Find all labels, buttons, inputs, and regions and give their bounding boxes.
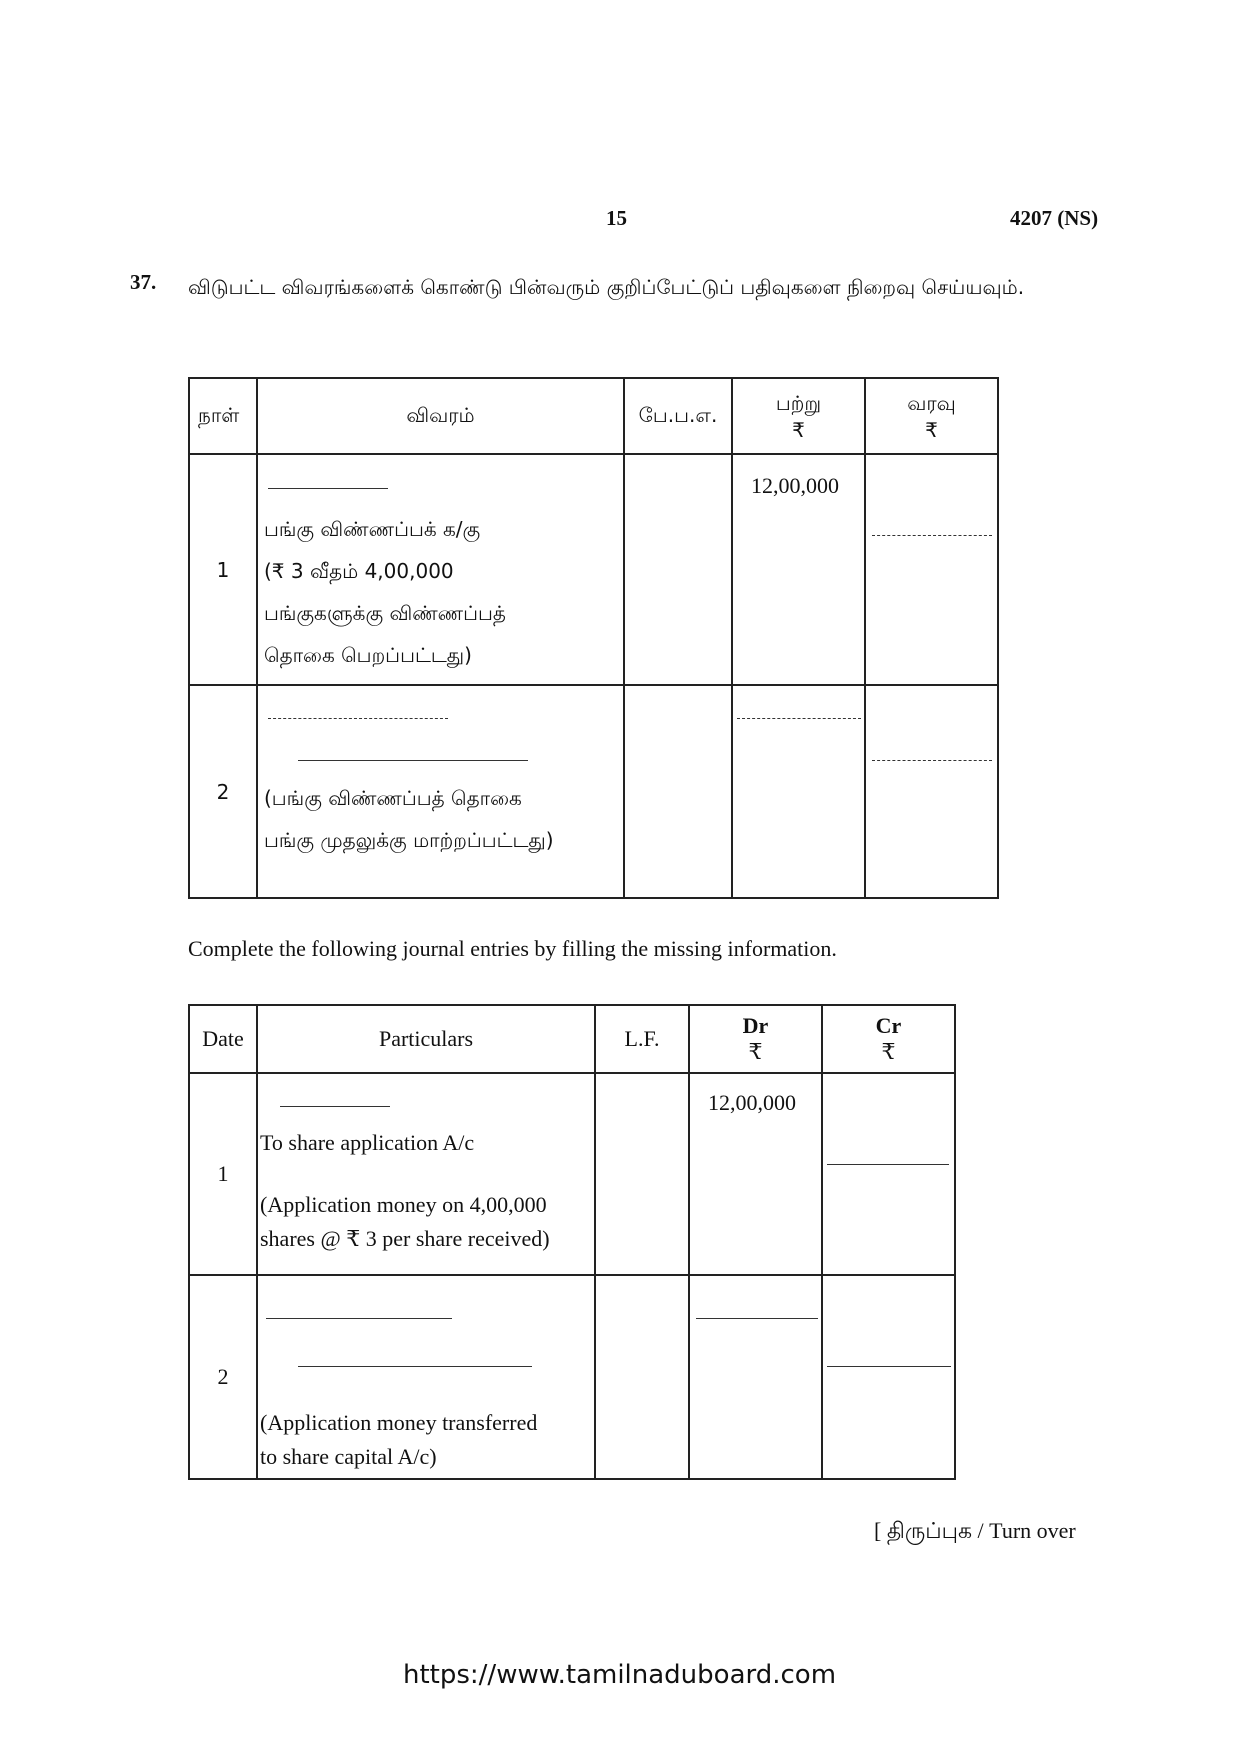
blank-line bbox=[737, 718, 861, 719]
debit-amount: 12,00,000 bbox=[751, 473, 839, 498]
header-debit bbox=[689, 1005, 822, 1073]
row-lf bbox=[624, 685, 732, 898]
header-credit-label: வரவு bbox=[907, 390, 956, 415]
row-lf bbox=[595, 1275, 689, 1479]
row-credit bbox=[822, 1073, 955, 1275]
question-text-english: Complete the following journal entries by filling the missing information. bbox=[188, 936, 837, 961]
rupee-symbol: ₹ bbox=[925, 417, 938, 442]
blank-line bbox=[268, 718, 448, 719]
row-debit bbox=[732, 685, 865, 898]
table-header-row bbox=[189, 378, 998, 454]
question-text-tamil: விடுபட்ட விவரங்களைக் கொண்டு பின்வரும் குறிப்பேட்டுப் பதிவுகளை நிறைவு செய்யவும். bbox=[188, 275, 1025, 299]
journal-table-english bbox=[188, 1004, 956, 1480]
particulars-line: தொகை பெறப்பட்டது) bbox=[264, 643, 472, 667]
row-particulars bbox=[257, 685, 624, 898]
header-credit bbox=[822, 1005, 955, 1073]
table-row bbox=[189, 454, 998, 685]
row-lf bbox=[624, 454, 732, 685]
blank-line bbox=[872, 760, 992, 761]
row-particulars bbox=[257, 1275, 595, 1479]
table-row bbox=[189, 1275, 955, 1479]
particulars-line: (₹ 3 வீதம் 4,00,000 bbox=[264, 559, 454, 583]
header-date: நாள் bbox=[189, 378, 257, 454]
header-lf: L.F. bbox=[595, 1005, 689, 1073]
paper-code: 4207 (NS) bbox=[1010, 206, 1099, 230]
header-debit-label: பற்று bbox=[775, 390, 822, 415]
row-credit bbox=[865, 685, 998, 898]
particulars-line: (Application money transferred bbox=[260, 1410, 538, 1435]
row-debit bbox=[689, 1275, 822, 1479]
journal-table-tamil bbox=[188, 377, 999, 899]
row-lf bbox=[595, 1073, 689, 1275]
rupee-symbol: ₹ bbox=[881, 1039, 896, 1064]
header-particulars: Particulars bbox=[257, 1005, 595, 1073]
blank-line bbox=[280, 1106, 390, 1107]
blank-line bbox=[827, 1164, 949, 1165]
header-debit bbox=[732, 378, 865, 454]
header-credit bbox=[865, 378, 998, 454]
blank-line bbox=[696, 1318, 818, 1319]
debit-amount: 12,00,000 bbox=[708, 1090, 796, 1115]
row-credit bbox=[822, 1275, 955, 1479]
table-header-row bbox=[189, 1005, 955, 1073]
question-number: 37. bbox=[130, 270, 157, 294]
rupee-symbol: ₹ bbox=[792, 417, 805, 442]
particulars-line: (Application money on 4,00,000 bbox=[260, 1192, 547, 1217]
particulars-line: பங்கு முதலுக்கு மாற்றப்பட்டது) bbox=[264, 828, 554, 852]
row-particulars bbox=[257, 1073, 595, 1275]
blank-line bbox=[266, 1318, 452, 1319]
row-debit bbox=[689, 1073, 822, 1275]
particulars-line: பங்கு விண்ணப்பக் க/கு bbox=[264, 517, 481, 541]
table-row bbox=[189, 1073, 955, 1275]
blank-line bbox=[827, 1366, 951, 1367]
header-debit-label: Dr bbox=[742, 1013, 769, 1038]
row-debit bbox=[732, 454, 865, 685]
row-date: 1 bbox=[189, 1073, 257, 1275]
blank-line bbox=[268, 488, 388, 489]
row-particulars bbox=[257, 454, 624, 685]
header-credit-label: Cr bbox=[875, 1013, 902, 1038]
row-date: 2 bbox=[189, 685, 257, 898]
particulars-line: பங்குகளுக்கு விண்ணப்பத் bbox=[264, 601, 506, 625]
blank-line bbox=[298, 760, 528, 761]
particulars-line: to share capital A/c) bbox=[260, 1444, 437, 1469]
footer-url: https://www.tamilnaduboard.com bbox=[403, 1660, 837, 1690]
row-date: 2 bbox=[189, 1275, 257, 1479]
row-credit bbox=[865, 454, 998, 685]
header-date: Date bbox=[189, 1005, 257, 1073]
particulars-line: To share application A/c bbox=[260, 1130, 475, 1155]
table-row bbox=[189, 685, 998, 898]
blank-line bbox=[298, 1366, 532, 1367]
header-lf: பே.ப.எ. bbox=[624, 378, 732, 454]
particulars-line: shares @ ₹ 3 per share received) bbox=[260, 1226, 550, 1251]
header-particulars: விவரம் bbox=[257, 378, 624, 454]
particulars-line: (பங்கு விண்ணப்பத் தொகை bbox=[264, 786, 522, 810]
row-date: 1 bbox=[189, 454, 257, 685]
turn-over-note: [ திருப்புக / Turn over bbox=[874, 1518, 1076, 1543]
rupee-symbol: ₹ bbox=[748, 1039, 763, 1064]
page-number: 15 bbox=[606, 206, 627, 230]
blank-line bbox=[872, 535, 992, 536]
